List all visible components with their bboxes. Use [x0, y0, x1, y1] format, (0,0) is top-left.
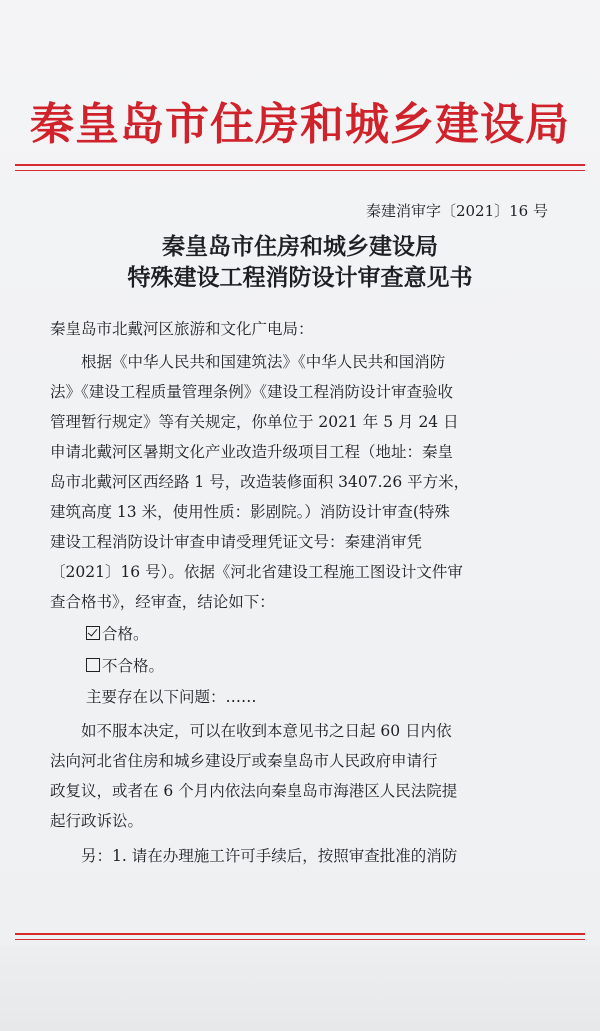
document-title-line2: 特殊建设工程消防设计审查意见书 — [127, 265, 473, 291]
para1-line: 法》《建设工程质量管理条例》《建设工程消防设计审查验收 — [50, 383, 454, 401]
letterhead-title: 秦皇岛市住房和城乡建设局 — [30, 99, 570, 150]
issues-line: 主要存在以下问题：…… — [86, 688, 257, 706]
para1-line: 管理暂行规定》等有关规定，你单位于 2021 年 5 月 24 日 — [50, 413, 459, 431]
para1-line: 〔2021〕16 号）。依据《河北省建设工程施工图设计文件审 — [50, 563, 463, 581]
para3-line: 另：1. 请在办理施工许可手续后，按照审查批准的消防 — [81, 847, 458, 865]
empty-box-icon — [86, 658, 100, 672]
para2-line: 政复议，或者在 6 个月内依法向秦皇岛市海港区人民法院提 — [50, 782, 458, 800]
option-fail-label: 不合格。 — [102, 657, 165, 675]
para1-line: 建筑高度 13 米，使用性质：影剧院。）消防设计审查(特殊 — [50, 503, 450, 521]
para2-line: 法向河北省住房和城乡建设厅或秦皇岛市人民政府申请行 — [50, 752, 438, 770]
letterhead-rule-thin — [15, 170, 585, 171]
option-pass-label: 合格。 — [102, 625, 149, 643]
para1-line: 申请北戴河区暑期文化产业改造升级项目工程（地址：秦皇 — [50, 443, 454, 461]
option-pass — [86, 623, 149, 645]
para2-line: 如不服本决定，可以在收到本意见书之日起 60 日内依 — [81, 722, 452, 740]
document-title-line1: 秦皇岛市住房和城乡建设局 — [162, 234, 438, 260]
para1-line: 建设工程消防设计审查申请受理凭证文号：秦建消审凭 — [50, 533, 423, 551]
addressee: 秦皇岛市北戴河区旅游和文化广电局： — [50, 320, 314, 338]
checked-box-icon — [86, 626, 100, 640]
document-number: 秦建消审字〔2021〕16 号 — [365, 202, 548, 220]
para2-line: 起行政诉讼。 — [50, 812, 144, 830]
para1-line: 岛市北戴河区西经路 1 号，改造装修面积 3407.26 平方米， — [50, 473, 470, 491]
para1-line: 根据《中华人民共和国建筑法》《中华人民共和国消防 — [81, 353, 446, 371]
footer-rule — [15, 933, 585, 935]
page-margin-bottom — [0, 945, 600, 1031]
footer-rule-thin — [15, 939, 585, 940]
para1-line: 查合格书》，经审查，结论如下： — [50, 593, 275, 611]
letterhead-rule — [15, 164, 585, 166]
option-fail — [86, 655, 164, 677]
